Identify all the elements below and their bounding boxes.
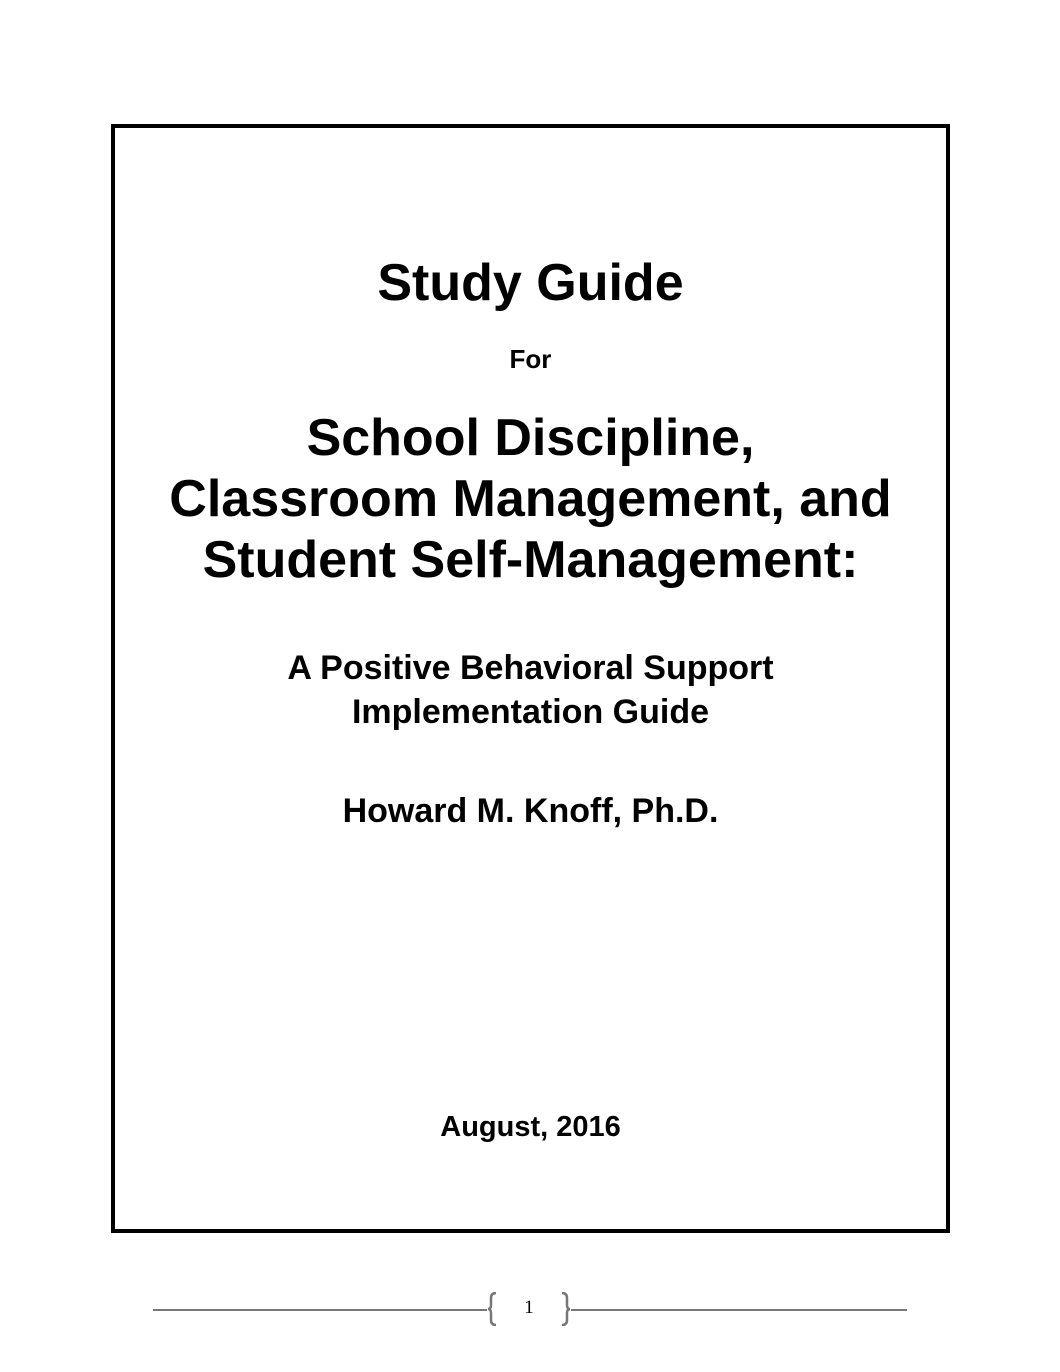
title-line: Classroom Management, and [169, 470, 892, 528]
left-bracket-icon [487, 1292, 497, 1326]
title-line: School Discipline, [306, 409, 755, 467]
publication-date: August, 2016 [440, 1111, 621, 1143]
right-bracket-icon [561, 1292, 571, 1326]
footer-rule-left [153, 1309, 487, 1311]
author-name: Howard M. Knoff, Ph.D. [342, 792, 719, 830]
subtitle-line: A Positive Behavioral Support [287, 649, 774, 687]
book-subtitle [115, 646, 946, 734]
cover-frame [111, 124, 950, 1233]
footer-rule-right [571, 1309, 907, 1311]
subtitle-line: Implementation Guide [351, 693, 710, 731]
for-connector: For [509, 344, 552, 374]
page-number: 1 [524, 1297, 534, 1318]
book-title [115, 408, 946, 591]
title-line: Student Self-Management: [202, 531, 859, 589]
study-guide-heading: Study Guide [377, 254, 684, 312]
